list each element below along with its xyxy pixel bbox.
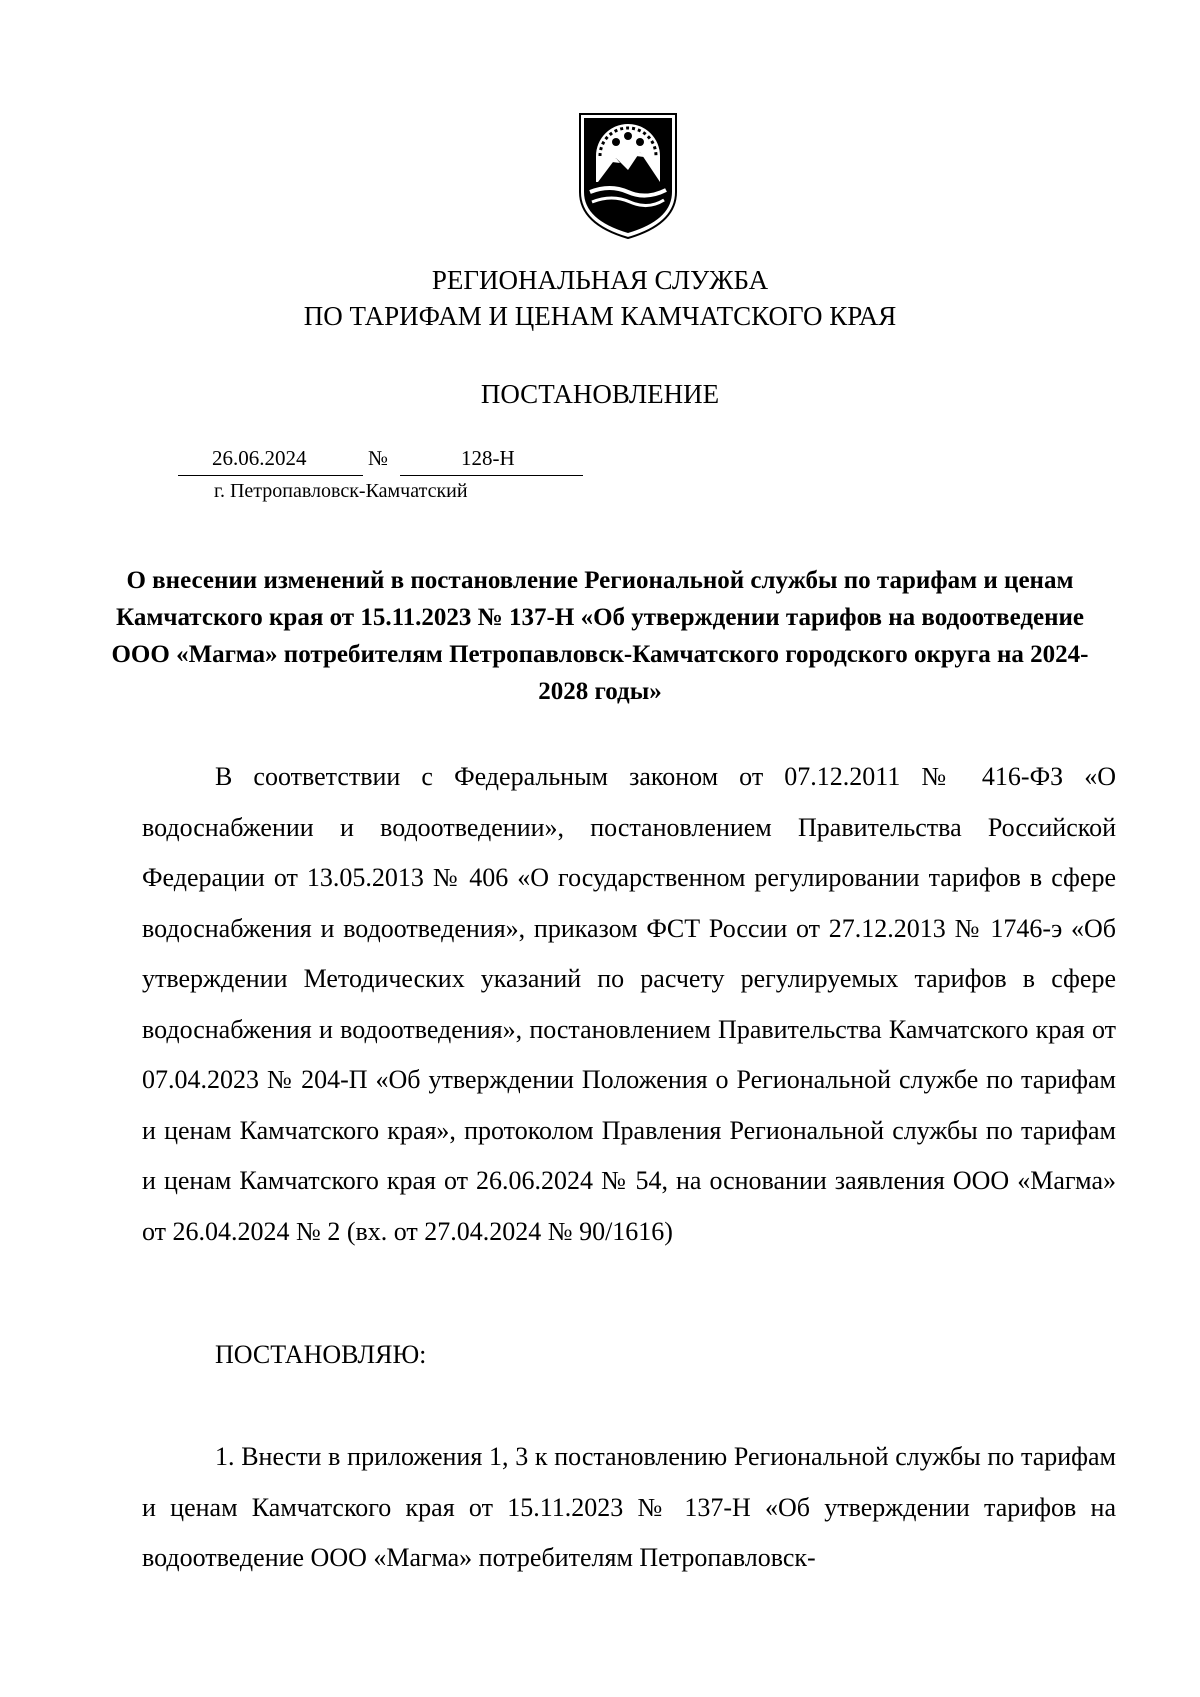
number-sign: № [368, 446, 389, 470]
org-header [0, 262, 1200, 334]
preamble-paragraph: В соответствии с Федеральным законом от 07.12.2011 № 416-ФЗ «О водоснабжении и водоотведении», постановлением Правительства Российской Федерации от 13.05.2013 № 406 «О государственном регулировании тарифов в сфере водоснабжения и водоотведения», приказом ФСТ России от 27.12.2013 № 1746-э «Об утверждении Методических указаний по расчету регулируемых тарифов в сфере водоснабжения и водоотведения», постановлением Правительства Камчатского края от 07.04.2023 № 204-П «Об утверждении Положения о Региональной службе по тарифам и ценам Камчатского края», протоколом Правления Региональной службы по тарифам и ценам Камчатского края от 26.06.2024 № 54, на основании заявления ООО «Магма» от 26.04.2024 № 2 (вх. от 27.04.2024 № 90/1616) [142, 762, 1116, 1246]
document-type: ПОСТАНОВЛЕНИЕ [480, 379, 720, 409]
date-underline [178, 475, 363, 476]
decree-word: ПОСТАНОВЛЯЮ: [215, 1340, 427, 1369]
kamchatka-coat-of-arms-icon [576, 112, 680, 240]
org-name-line2: ПО ТАРИФАМ И ЦЕНАМ КАМЧАТСКОГО КРАЯ [303, 301, 897, 331]
item-1-paragraph: 1. Внести в приложения 1, 3 к постановлению Региональной службы по тарифам и ценам Камчатского края от 15.11.2023 № 137-Н «Об утверждении тарифов на водоотведение ООО «Магма» потребителям Петропавловск- [142, 1442, 1116, 1572]
org-name-line1: РЕГИОНАЛЬНАЯ СЛУЖБА [431, 265, 769, 295]
document-number: 128-Н [461, 446, 515, 470]
document-place: г. Петропавловск-Камчатский [214, 480, 468, 502]
document-title: О внесении изменений в постановление Региональной службы по тарифам и ценам Камчатского края от 15.11.2023 № 137-Н «Об утверждении тарифов на водоотведение ООО «Магма» потребителям Петропавловск-Камчатского городского округа на 2024-2028 годы» [111, 567, 1089, 705]
document-meta [178, 446, 583, 476]
document-date: 26.06.2024 [212, 446, 307, 470]
number-underline [400, 475, 583, 476]
